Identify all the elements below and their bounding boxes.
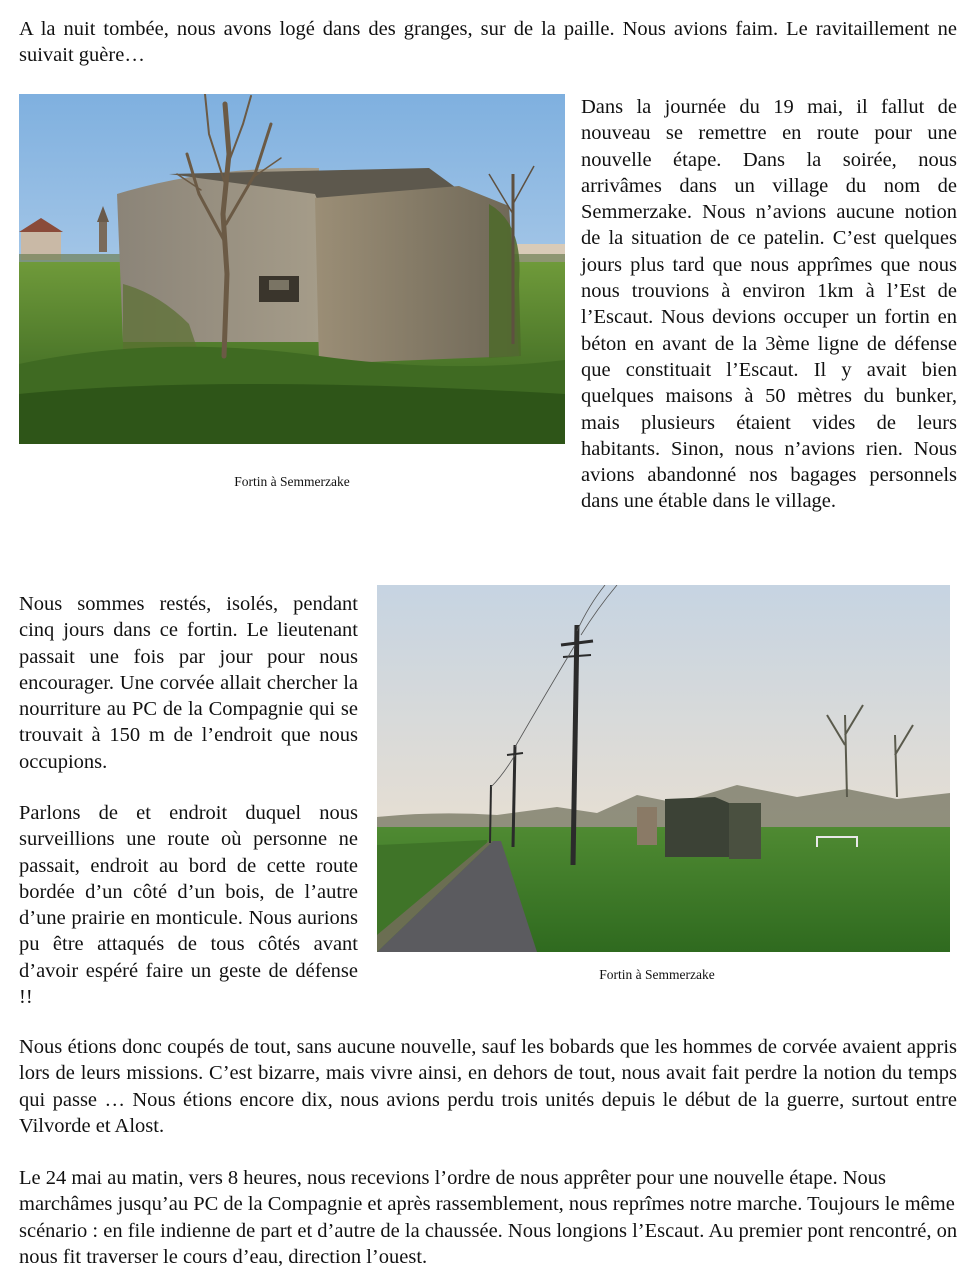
paragraph-coupes-de-tout: Nous étions donc coupés de tout, sans aucune nouvelle, sauf les bobards que les hommes de corvée avaient appris lors de leurs missions. C’est bizarre, mais vivre ainsi, en dehors de tout, nous avait fait perdre la notion du temps qui passe … Nous étions encore dix, nous avions perdu trois unités depuis le début de la guerre, surtout entre Vilvorde et Alost.	[19, 1036, 957, 1137]
figure-caption-2: Fortin à Semmerzake	[599, 967, 715, 982]
paragraph-intro: A la nuit tombée, nous avons logé dans des granges, sur de la paille. Nous avions faim. Le ravitaillement ne suivait guère…	[19, 18, 957, 67]
figure-caption-1: Fortin à Semmerzake	[234, 474, 350, 489]
paragraph-24-mai: Le 24 mai au matin, vers 8 heures, nous recevions l’ordre de nous apprêter pour une nouvelle étape. Nous marchâmes jusqu’au PC de la Compagnie et après rassemblement, nous reprîmes notre marche. Toujours le même scénario : en file indienne de part et d’autre de la chaussée. Nous longions l’Escaut. Au premier pont rencontré, on nous fit traverser le cours d’eau, direction l’ouest.	[19, 1167, 958, 1268]
paragraph-surveillance: Parlons de et endroit duquel nous surveillions une route où personne ne passait, endroit au bord de cette route bordée d’un côté d’un bois, de l’autre d’une prairie en monticule. Nous aurions pu être attaqués de tous côtés avant d’avoir espéré faire un geste de défense !!	[19, 802, 358, 1009]
paragraph-19-mai: Dans la journée du 19 mai, il fallut de nouveau se remettre en route pour une nouvelle étape. Dans la soirée, nous arrivâmes dans un village du nom de Semmerzake. Nous n’avions aucune notion de la situation de ce patelin. C’est quelques jours plus tard que nous apprîmes que nous nous trouvions à environ 1km à l’Est de l’Escaut. Nous devions occuper un fortin en béton en avant de la 3ème ligne de défense que constituait l’Escaut. Il y avait bien quelques maisons à 50 mètres du bunker, mais plusieurs étaient vides de leurs habitants. Sinon, nous n’avions rien. Nous avions abandonné nos bagages personnels dans une étable dans le village.	[581, 96, 957, 513]
photo-bunker-tree	[19, 94, 565, 444]
paragraph-cinq-jours: Nous sommes restés, isolés, pendant cinq jours dans ce fortin. Le lieutenant passait une fois par jour pour nous encourager. Une corvée allait chercher la nourriture au PC de la Compagnie qui se trouvait à 150 m de l’endroit que nous occupions.	[19, 593, 358, 773]
bunker-photo-illustration	[19, 94, 565, 444]
photo-road-bunker	[377, 585, 950, 952]
road-photo-illustration	[377, 585, 950, 952]
